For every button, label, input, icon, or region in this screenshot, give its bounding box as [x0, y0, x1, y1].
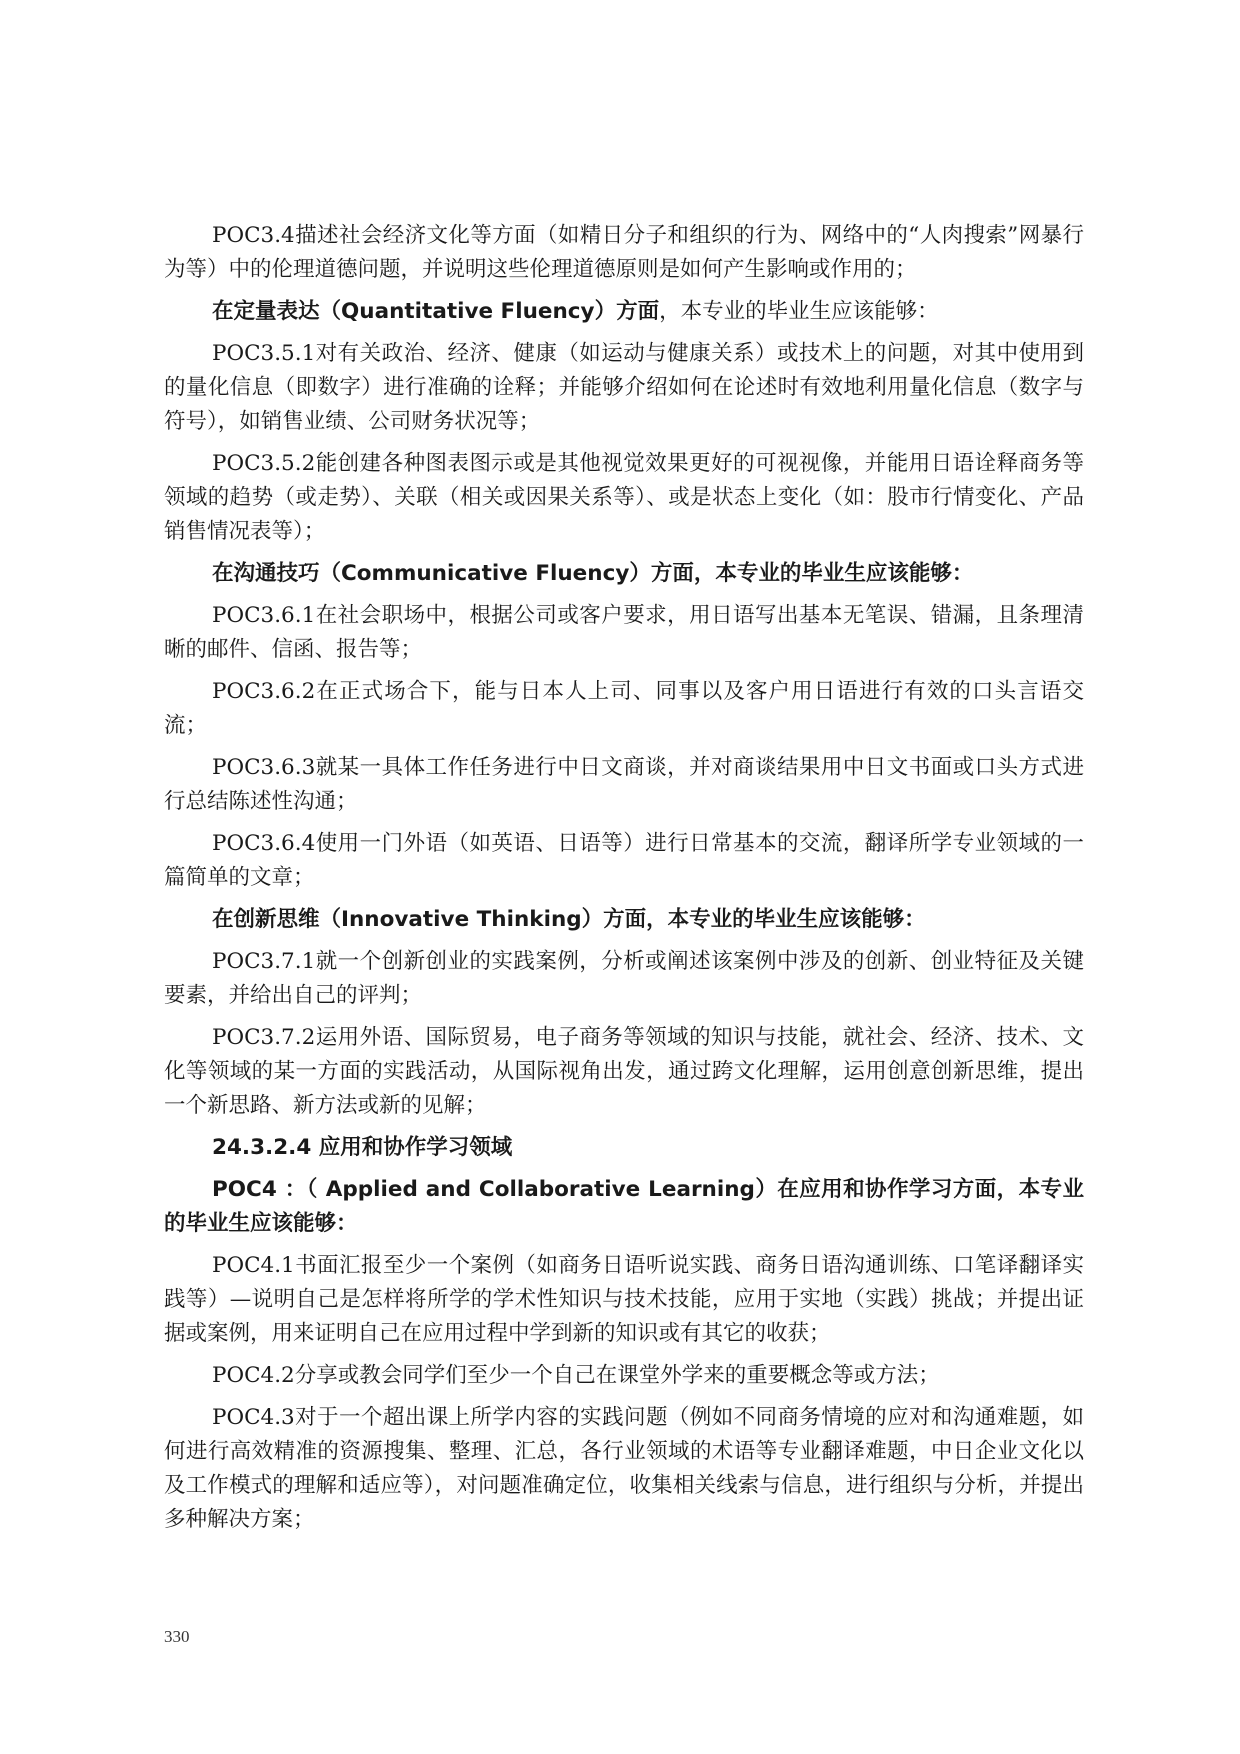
paragraph-poc3-7-1: POC3.7.1就一个创新创业的实践案例，分析或阐述该案例中涉及的创新、创业特征及关键要素，并给出自己的评判； — [164, 949, 1084, 1008]
paragraph-poc4-1: POC4.1书面汇报至少一个案例（如商务日语听说实践、商务日语沟通训练、口笔译翻译实践等）—说明自己是怎样将所学的学术性知识与技术技能，应用于实地（实践）挑战；并提出证据或案例，用来证明自己在应用过程中学到新的知识或有其它的收获； — [164, 1253, 1084, 1346]
heading-bold-part: POC4 ：（ Applied and Collaborative Learning）在应用和协作学习方面，本专业的毕业生应该能够： — [164, 1177, 1084, 1236]
paragraph-poc3-6-3: POC3.6.3就某一具体工作任务进行中日文商谈，并对商谈结果用中日文书面或口头方式进行总结陈述性沟通； — [164, 755, 1084, 814]
heading-rest-part: ，本专业的毕业生应该能够： — [659, 299, 939, 324]
heading-bold-part: 在创新思维（Innovative Thinking）方面，本专业的毕业生应该能够： — [212, 907, 926, 932]
paragraph-poc3-4: POC3.4描述社会经济文化等方面（如精日分子和组织的行为、网络中的“人肉搜索”网暴行为等）中的伦理道德问题，并说明这些伦理道德原则是如何产生影响或作用的； — [164, 223, 1084, 282]
heading-bold-part: 在沟通技巧（Communicative Fluency）方面，本专业的毕业生应该能够： — [212, 561, 974, 586]
paragraph-poc4-2: POC4.2分享或教会同学们至少一个自己在课堂外学来的重要概念等或方法； — [212, 1363, 940, 1388]
paragraph-poc3-6-1: POC3.6.1在社会职场中，根据公司或客户要求，用日语写出基本无笔误、错漏，且条理清晰的邮件、信函、报告等； — [164, 603, 1084, 662]
heading-quantitative-fluency — [164, 295, 1084, 329]
paragraph-poc3-7-2: POC3.7.2运用外语、国际贸易，电子商务等领域的知识与技能，就社会、经济、技术、文化等领域的某一方面的实践活动，从国际视角出发，通过跨文化理解，运用创意创新思维，提出一个新思路、新方法或新的见解； — [164, 1025, 1084, 1118]
heading-bold-part: 24.3.2.4 应用和协作学习领域 — [212, 1135, 513, 1160]
document-body — [164, 219, 1084, 1545]
paragraph-poc4-3: POC4.3对于一个超出课上所学内容的实践问题（例如不同商务情境的应对和沟通难题，如何进行高效精准的资源搜集、整理、汇总，各行业领域的术语等专业翻译难题，中日企业文化以及工作模式的理解和适应等），对问题准确定位，收集相关线索与信息，进行组织与分析，并提出多种解决方案； — [164, 1405, 1084, 1532]
paragraph-poc3-5-2: POC3.5.2能创建各种图表图示或是其他视觉效果更好的可视视像，并能用日语诠释商务等领域的趋势（或走势）、关联（相关或因果关系等）、或是状态上变化（如：股市行情变化、产品销售情况表等）； — [164, 451, 1084, 544]
paragraph-poc3-5-1: POC3.5.1对有关政治、经济、健康（如运动与健康关系）或技术上的问题，对其中使用到的量化信息（即数字）进行准确的诠释；并能够介绍如何在论述时有效地利用量化信息（数字与符号），如销售业绩、公司财务状况等； — [164, 341, 1084, 434]
page-number: 330 — [164, 1627, 190, 1646]
heading-poc4 — [164, 1173, 1084, 1241]
paragraph-poc3-6-2: POC3.6.2在正式场合下，能与日本人上司、同事以及客户用日语进行有效的口头言语交流； — [164, 679, 1084, 738]
heading-communicative-fluency — [164, 557, 1084, 591]
heading-bold-part: 在定量表达（Quantitative Fluency）方面 — [212, 299, 660, 324]
heading-innovative-thinking — [164, 903, 1084, 937]
section-heading-24-3-2-4 — [164, 1131, 1084, 1165]
paragraph-poc3-6-4: POC3.6.4使用一门外语（如英语、日语等）进行日常基本的交流，翻译所学专业领域的一篇简单的文章； — [164, 831, 1084, 890]
